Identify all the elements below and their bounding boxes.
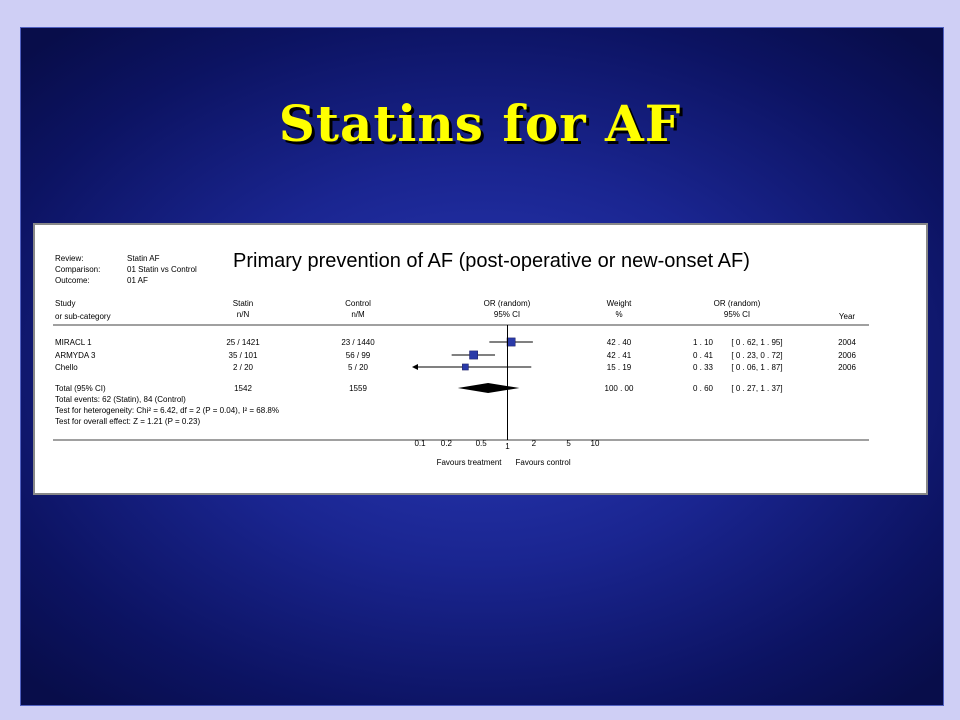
study-3-or-value: 0 . 33 [692,363,714,372]
total-label: Total (95% CI) [55,384,106,393]
col-control: Control [345,299,371,308]
forest-plot-panel [33,223,928,495]
tick-label-6: 5 [566,439,571,448]
study-3-year: 2006 [838,363,856,372]
study-3-ci-value: [ 0 . 06, 1 . 87] [731,363,783,372]
total-or-value: 0 . 60 [692,384,714,393]
tick-label-7: 10 [590,439,600,448]
review-value: Statin AF [127,254,160,263]
outcome-value: 01 AF [127,276,148,285]
study-1-ci-value: [ 0 . 62, 1 . 95] [731,338,783,347]
study-2-year: 2006 [838,351,856,360]
note-2: Test for heterogeneity: Chi² = 6.42, df = 2 (P = 0.04), I² = 68.8% [55,406,279,415]
col-study: Study [55,299,76,308]
study-1-year: 2004 [838,338,856,347]
study-2-point [470,351,478,359]
comparison-value: 01 Statin vs Control [127,265,197,274]
study-3-name: Chello [55,363,78,372]
col-statin-nN: n/N [236,310,250,319]
total-weight: 100 . 00 [604,384,634,393]
tick-label-5: 2 [531,439,537,448]
tick-label-2: 0.2 [440,439,452,448]
study-1-weight: 42 . 40 [606,338,632,347]
tick-label-3: 0.5 [475,439,487,448]
col-weight-pct: % [615,310,623,319]
col-control-nM: n/M [351,310,365,319]
study-1-point [507,338,515,346]
study-1-control: 23 / 1440 [341,338,375,347]
axis-label-right: Favours control [515,458,571,467]
total-control: 1559 [349,384,367,393]
col-or-random: OR (random) [483,299,531,308]
col-orval: OR (random) [713,299,761,308]
tick-label-4: 1 [505,442,510,451]
outcome-label: Outcome: [55,276,90,285]
col-or-ci: 95% CI [493,310,521,319]
col-subcategory: or sub-category [55,312,111,321]
chart-title: Primary prevention of AF (post-operative or new-onset AF) [233,250,750,272]
study-2-or-value: 0 . 41 [692,351,714,360]
study-2-ci-value: [ 0 . 23, 0 . 72] [731,351,783,360]
study-2-control: 56 / 99 [345,351,371,360]
col-year: Year [838,312,856,321]
plot-marks [412,338,533,393]
tick-label-1: 0.1 [414,439,426,448]
total-ci-value: [ 0 . 27, 1 . 37] [731,384,783,393]
study-3-weight: 15 . 19 [606,363,632,372]
forest-plot [35,225,926,493]
note-3: Test for overall effect: Z = 1.21 (P = 0.23) [55,417,201,426]
note-1: Total events: 62 (Statin), 84 (Control) [55,395,186,404]
study-1-or-value: 1 . 10 [692,338,714,347]
study-2-name: ARMYDA 3 [55,351,96,360]
study-rows [55,338,856,426]
comparison-label: Comparison: [55,265,101,274]
total-statin: 1542 [234,384,252,393]
study-2-statin: 35 / 101 [228,351,258,360]
axis-label-left: Favours treatment [436,458,502,467]
review-label: Review: [55,254,84,263]
total-diamond [458,383,520,393]
study-1-name: MIRACL 1 [55,338,92,347]
study-3-statin: 2 / 20 [232,363,254,372]
col-statin: Statin [232,299,254,308]
slide-title: Statins for AF [278,94,682,153]
study-2-weight: 42 . 41 [606,351,632,360]
study-3-control: 5 / 20 [347,363,369,372]
study-3-ci-arrow [412,364,418,370]
col-weight: Weight [606,299,632,308]
plot-axis [414,325,600,467]
col-orval-ci: 95% CI [723,310,751,319]
study-1-statin: 25 / 1421 [226,338,260,347]
study-3-point [462,364,468,370]
